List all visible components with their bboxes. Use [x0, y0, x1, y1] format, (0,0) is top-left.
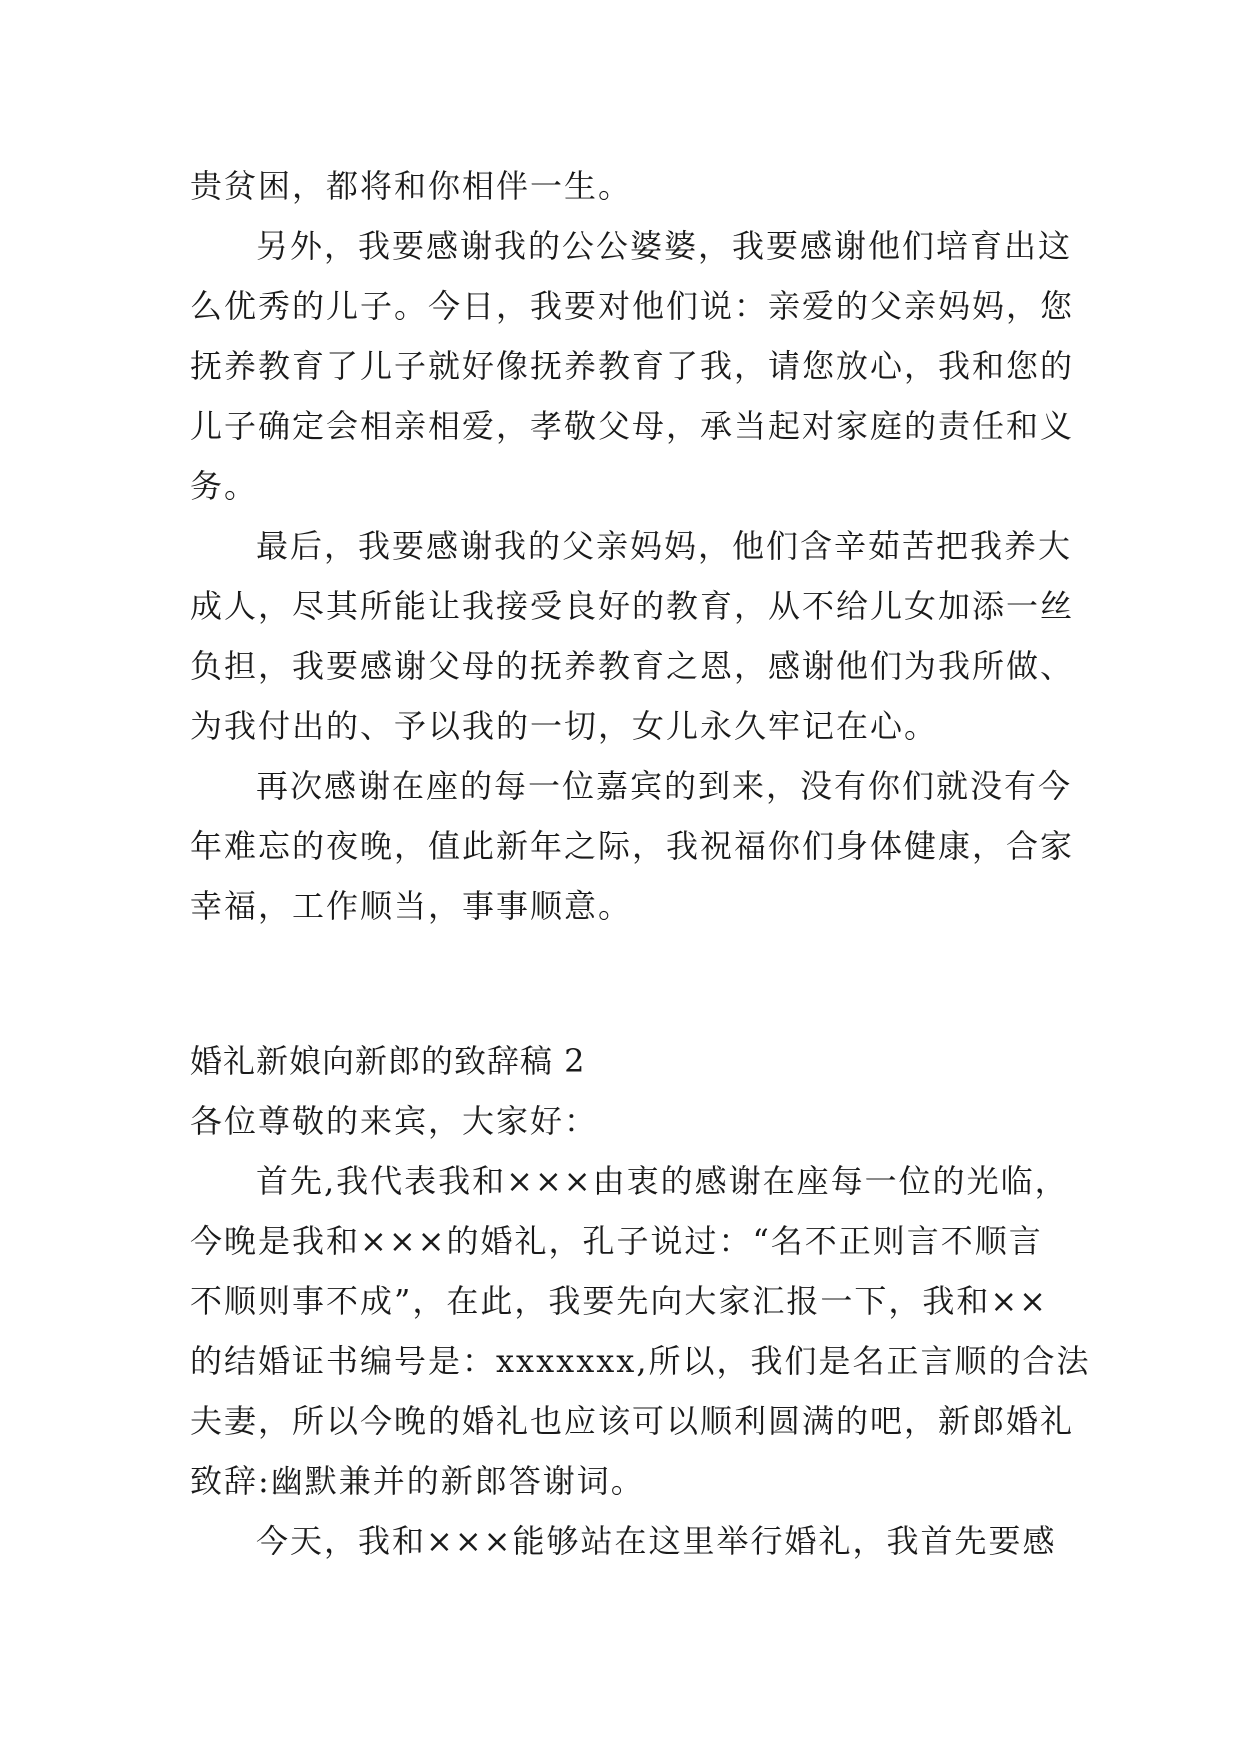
paragraph-line: 今晚是我和×××的婚礼，孔子说过：“名不正则言不顺言 — [190, 1222, 1043, 1260]
paragraph-line: 首先,我代表我和×××由衷的感谢在座每一位的光临， — [256, 1162, 1069, 1200]
paragraph-line: 夫妻，所以今晚的婚礼也应该可以顺利圆满的吧，新郎婚礼 — [190, 1402, 1075, 1440]
paragraph-line: 幸福，工作顺当，事事顺意。 — [190, 887, 633, 925]
paragraph-line: 再次感谢在座的每一位嘉宾的到来，没有你们就没有今 — [256, 767, 1073, 805]
paragraph-line: 的结婚证书编号是：xxxxxxx,所以，我们是名正言顺的合法 — [190, 1342, 1091, 1380]
paragraph-line: 另外，我要感谢我的公公婆婆，我要感谢他们培育出这 — [256, 227, 1073, 265]
section-title: 婚礼新娘向新郎的致辞稿 2 — [190, 1042, 586, 1080]
paragraph-line: 今天，我和×××能够站在这里举行婚礼，我首先要感 — [256, 1522, 1057, 1560]
greeting-line: 各位尊敬的来宾，大家好： — [190, 1102, 599, 1140]
speech-section-2 — [190, 1031, 1091, 1571]
paragraph-line: 最后，我要感谢我的父亲妈妈，他们含辛茹苦把我养大 — [256, 527, 1073, 565]
paragraph-line: 不顺则事不成”，在此，我要先向大家汇报一下，我和×× — [190, 1282, 1048, 1320]
paragraph-line: 致辞:幽默兼并的新郎答谢词。 — [190, 1462, 645, 1500]
paragraph-line: 为我付出的、予以我的一切，女儿永久牢记在心。 — [190, 707, 939, 745]
paragraph-line: 年难忘的夜晚，值此新年之际，我祝福你们身体健康，合家 — [190, 827, 1075, 865]
paragraph-line: 抚养教育了儿子就好像抚养教育了我，请您放心，我和您的 — [190, 347, 1075, 385]
speech-section-1 — [190, 156, 1075, 936]
paragraph-line: 务。 — [190, 467, 259, 505]
paragraph-line: 儿子确定会相亲相爱，孝敬父母，承当起对家庭的责任和义 — [190, 407, 1075, 445]
paragraph-line: 成人，尽其所能让我接受良好的教育，从不给儿女加添一丝 — [190, 587, 1075, 625]
paragraph-line: 么优秀的儿子。今日，我要对他们说：亲爱的父亲妈妈，您 — [190, 287, 1075, 325]
paragraph-line: 贵贫困，都将和你相伴一生。 — [190, 167, 633, 205]
paragraph-line: 负担，我要感谢父母的抚养教育之恩，感谢他们为我所做、 — [190, 647, 1075, 685]
